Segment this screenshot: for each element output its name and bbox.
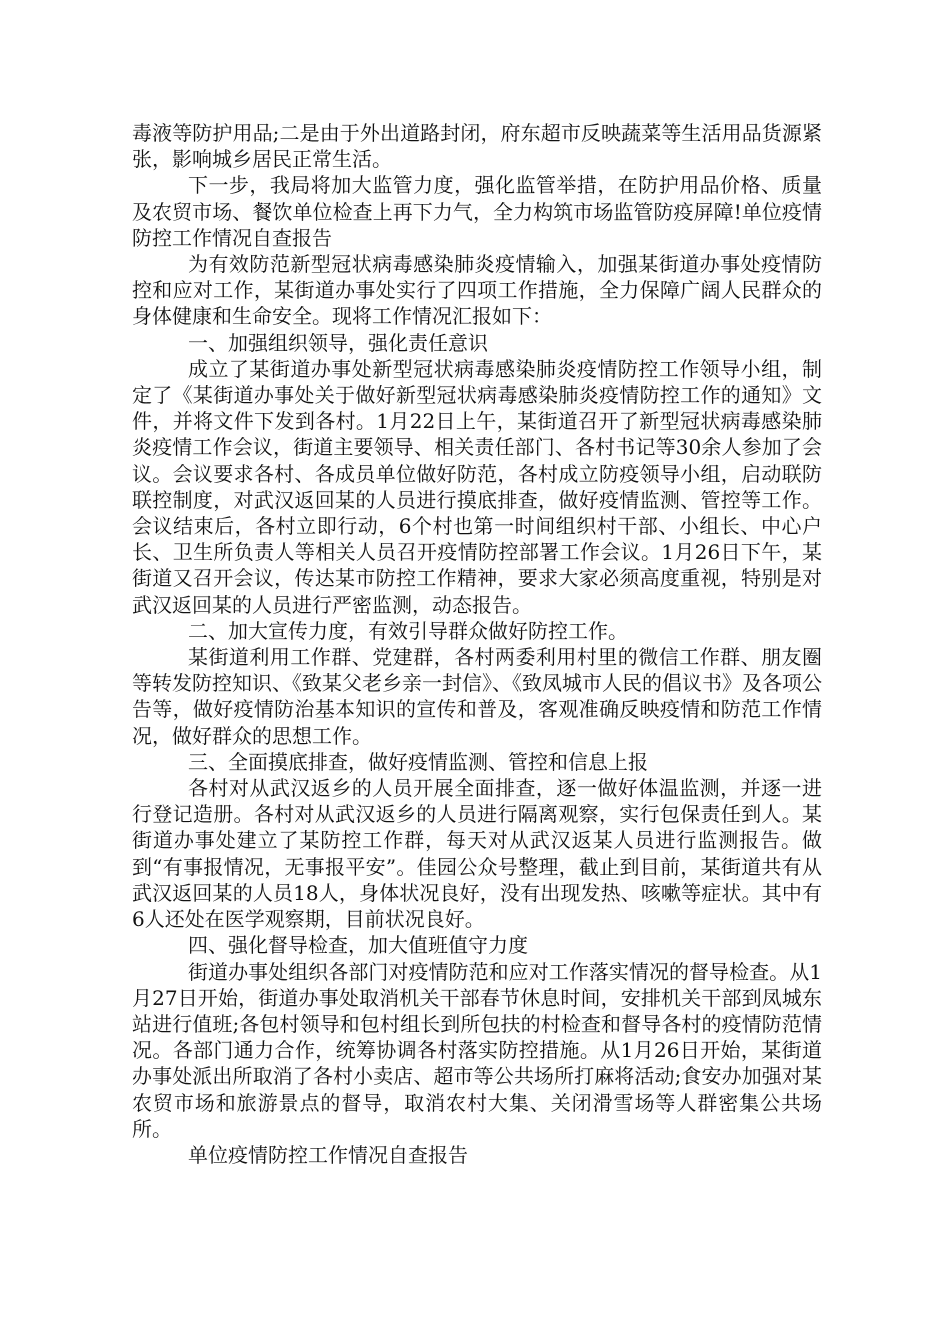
- paragraph-5: 某街道利用工作群、党建群，各村两委利用村里的微信工作群、朋友圈等转发防控知识、《致某父老乡亲一封信》、《致凤城市人民的倡议书》及各项公告等，做好疫情防治基本知识的宣传和普及，客观准确反映疫情和防范工作情况，做好群众的思想工作。: [132, 645, 822, 748]
- paragraph-3: 为有效防范新型冠状病毒感染肺炎疫情输入，加强某街道办事处疫情防控和应对工作，某街道办事处实行了四项工作措施，全力保障广阔人民群众的身体健康和生命安全。现将工作情况汇报如下：: [132, 252, 822, 329]
- paragraph-7: 街道办事处组织各部门对疫情防范和应对工作落实情况的督导检查。从1月27日开始，街道办事处取消机关干部春节休息时间，安排机关干部到凤城东站进行值班;各包村领导和包村组长到所包扶的村检查和督导各村的疫情防范情况。各部门通力合作，统筹协调各村落实防控措施。从1月26日开始，某街道办事处派出所取消了各村小卖店、超市等公共场所打麻将活动;食安办加强对某农贸市场和旅游景点的督导，取消农村大集、关闭滑雪场等人群密集公共场所。: [132, 959, 822, 1141]
- section-heading-4: 四、强化督导检查，加大值班值守力度: [188, 933, 528, 958]
- section-heading-1: 一、加强组织领导，强化责任意识: [188, 330, 488, 355]
- section-heading-2: 二、加大宣传力度，有效引导群众做好防控工作。: [188, 618, 628, 643]
- paragraph-1: 毒液等防护用品;二是由于外出道路封闭，府东超市反映蔬菜等生活用品货源紧张，影响城乡居民正常生活。: [132, 121, 822, 172]
- paragraph-2: 下一步，我局将加大监管力度，强化监管举措，在防护用品价格、质量及农贸市场、餐饮单位检查上再下力气，全力构筑市场监管防疫屏障!单位疫情防控工作情况自查报告: [132, 173, 822, 250]
- document-page: [132, 120, 822, 1168]
- paragraph-6: 各村对从武汉返乡的人员开展全面排查，逐一做好体温监测，并逐一进行登记造册。各村对从武汉返乡的人员进行隔离观察，实行包保责任到人。某街道办事处建立了某防控工作群，每天对从武汉返某人员进行监测报告。做到“有事报情况，无事报平安”。佳园公众号整理，截止到目前，某街道共有从武汉返回某的人员18人，身体状况良好，没有出现发热、咳嗽等症状。其中有6人还处在医学观察期，目前状况良好。: [132, 776, 822, 932]
- paragraph-4: 成立了某街道办事处新型冠状病毒感染肺炎疫情防控工作领导小组，制定了《某街道办事处关于做好新型冠状病毒感染肺炎疫情防控工作的通知》文件，并将文件下发到各村。1月22日上午，某街道召开了新型冠状病毒感染肺炎疫情工作会议，街道主要领导、相关责任部门、各村书记等30余人参加了会议。会议要求各村、各成员单位做好防范，各村成立防疫领导小组，启动联防联控制度，对武汉返回某的人员进行摸底排查，做好疫情监测、管控等工作。会议结束后，各村立即行动，6个村也第一时间组织村干部、小组长、中心户长、卫生所负责人等相关人员召开疫情防控部署工作会议。1月26日下午，某街道又召开会议，传达某市防控工作精神，要求大家必须高度重视，特别是对武汉返回某的人员进行严密监测，动态报告。: [132, 356, 822, 617]
- section-heading-3: 三、全面摸底排查，做好疫情监测、管控和信息上报: [188, 749, 648, 774]
- closing-title: 单位疫情防控工作情况自查报告: [188, 1142, 468, 1167]
